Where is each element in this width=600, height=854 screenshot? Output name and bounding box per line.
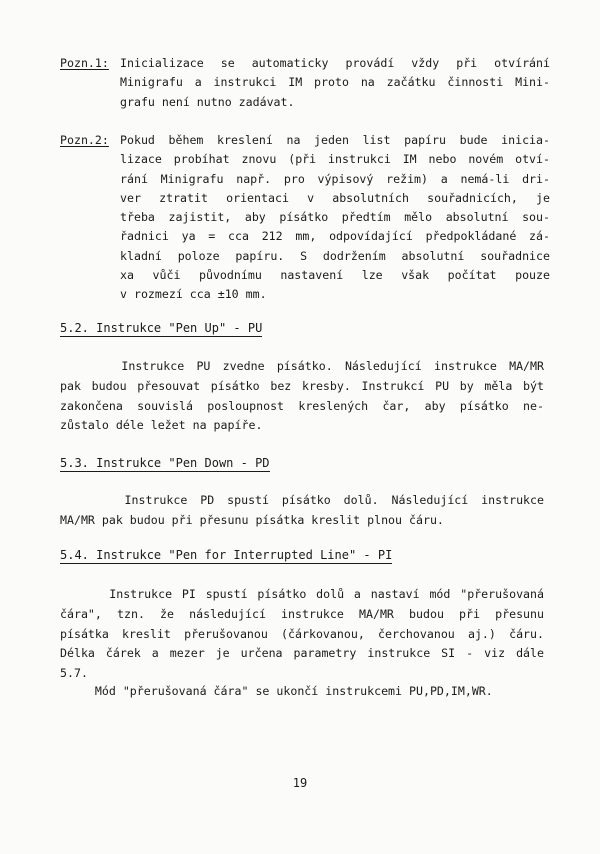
note-line: ver ztratit orientaci v absolutních souřadnicích, je <box>120 190 550 205</box>
note-line: xa vůči původnímu nastavení lze však počítat pouze <box>120 268 550 283</box>
note-line: řadnici ya = cca 212 mm, odpovídající předpokládané zá- <box>120 229 550 244</box>
paragraph-line: pak budou přesouvat písátko bez kresby. Instrukcí PU by měla být <box>60 378 544 393</box>
paragraph-line: Mód "přerušovaná čára" se ukončí instrukcemi PU,PD,IM,WR. <box>60 684 493 698</box>
page-number: 19 <box>292 776 308 790</box>
paragraph-line: čára", tzn. že následující instrukce MA/MR budou při přesunu <box>60 606 544 621</box>
note-1 <box>60 54 550 112</box>
note-line: Minigrafu a instrukci IM proto na začátku činnosti Mini- <box>120 75 550 90</box>
section-heading: 5.3. Instrukce "Pen Down - PD <box>60 456 270 470</box>
paragraph-line: Instrukce PI spustí písátko dolů a nastaví mód "přerušovaná <box>60 587 544 601</box>
paragraph-line: písátka kreslit přerušovanou (čárkovanou, čerchovanou aj.) čáru. <box>60 626 544 641</box>
section-heading: 5.2. Instrukce "Pen Up" - PU <box>60 321 263 335</box>
note-line: třeba zajistit, aby písátko předtím mělo absolutní sou- <box>120 210 550 225</box>
section-paragraph <box>60 491 544 531</box>
note-body <box>120 54 550 112</box>
note-line: rání Minigrafu např. pro výpisový režim) a nemá-li dri- <box>120 171 550 186</box>
paragraph-line: Délka čárek a mezer je určena parametry instrukce SI - viz dále <box>60 646 544 661</box>
note-line: Inicializace se automaticky provádí vždy při otvírání <box>120 56 550 70</box>
paragraph-line: Instrukce PU zvedne písátko. Následující instrukce MA/MR <box>60 359 544 373</box>
note-label: Pozn.1: <box>60 56 109 70</box>
paragraph-line: MA/MR pak budou při přesunu písátka kreslit plnou čáru. <box>60 512 444 527</box>
note-2 <box>60 131 550 305</box>
note-line: lizace probíhat znovu (při instrukci IM nebo novém otví- <box>120 152 550 167</box>
note-label: Pozn.2: <box>60 133 109 147</box>
section-paragraph <box>60 682 544 702</box>
paragraph-line: zakončena souvislá posloupnost kreslených čar, aby písátko ne- <box>60 398 544 413</box>
note-line: Pokud během kreslení na jeden list papíru bude inicia- <box>120 133 550 147</box>
paragraph-line: zůstalo déle ležet na papíře. <box>60 418 263 433</box>
note-line: grafu není nutno zadávat. <box>120 94 295 109</box>
note-body <box>120 131 550 305</box>
note-line: kladní poloze papíru. S dodržením absolutní souřadnice <box>120 248 550 263</box>
section-paragraph <box>60 585 544 684</box>
paragraph-line: 5.7. <box>60 666 88 681</box>
section-heading: 5.4. Instrukce "Pen for Interrupted Line" - PI <box>60 548 393 562</box>
paragraph-line: Instrukce PD spustí písátko dolů. Následující instrukce <box>60 493 544 507</box>
section-paragraph <box>60 357 544 436</box>
note-line: v rozmezí cca ±10 mm. <box>120 287 267 302</box>
